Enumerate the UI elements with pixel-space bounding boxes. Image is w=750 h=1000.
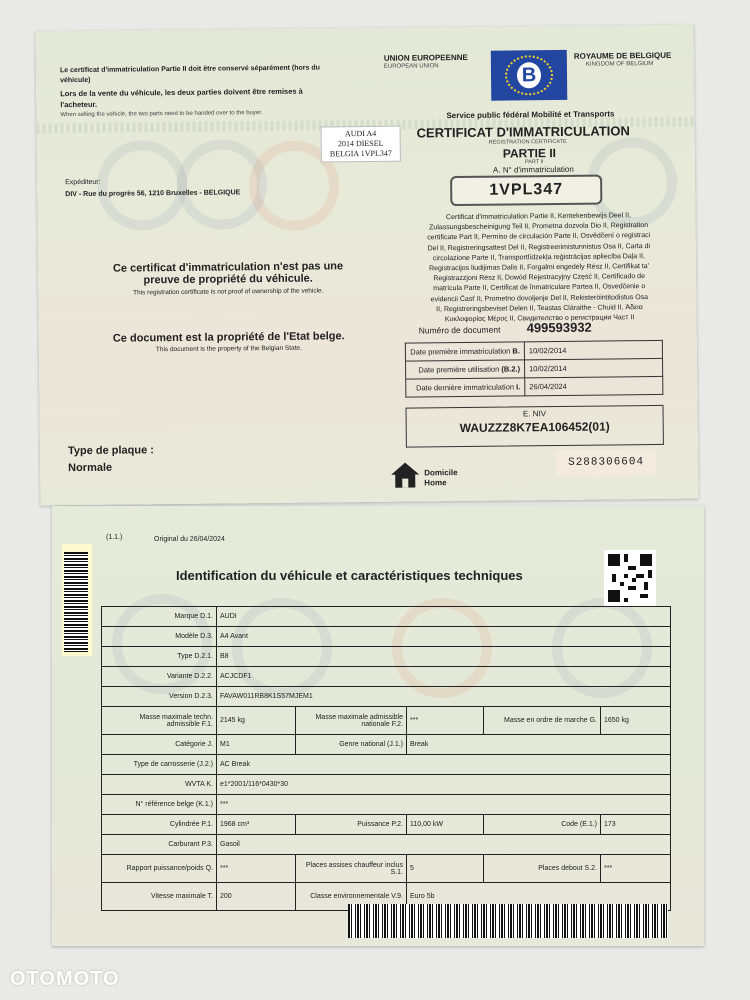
spec-value: AUDI [217, 607, 671, 627]
specs-title: Identification du véhicule et caractéristiques techniques [176, 568, 523, 583]
vehicle-specs-table [101, 606, 671, 911]
plate-type-value: Normale [68, 461, 113, 475]
spec-label: Classe environnementale V.9. [296, 883, 407, 911]
table-row [102, 775, 671, 795]
spec-label: Cylindrée P.1. [102, 815, 217, 835]
spec-value: *** [217, 855, 296, 883]
table-row [102, 627, 671, 647]
ownership-english: This registration certificate is not proof of ownership of the vehicle. [133, 287, 324, 297]
sender-label: Expéditeur: [65, 178, 101, 187]
spec-label: Catégorie J. [102, 735, 217, 755]
multilingual-line: Zulassungsbescheinigung Teil II, Prometna dozvola Dio II, Registration [429, 222, 649, 232]
spec-value: Euro 5b [407, 883, 671, 911]
sender-address: DIV - Rue du progrès 56, 1210 Bruxelles - BELGIQUE [65, 189, 241, 199]
table-row [102, 707, 671, 735]
spec-value: FAVAW011RB8K1S57MJEM1 [217, 687, 671, 707]
multilingual-line: certificate Part II, Permiso de circulación Parte II, Osvědčení o registraci [427, 232, 651, 242]
union-label: UNION EUROPEENNE [383, 52, 468, 63]
spec-label: Masse maximale admissible nationale F.2. [296, 707, 407, 735]
original-date: Original du 26/04/2024 [154, 536, 225, 543]
vehicle-specs-sheet [52, 506, 704, 946]
watermark-logo: OTOMOTO [10, 968, 120, 990]
spec-label: Variante D.2.2. [102, 667, 217, 687]
spec-value: 1650 kg [601, 707, 671, 735]
multilingual-line: Registracijos liudijimas Dalis II, Forgalmi engedély Rész II, Certifikat ta' [429, 263, 650, 273]
spec-value: Gasoil [217, 835, 671, 855]
spec-value: B8 [217, 647, 671, 667]
date-label: Date première utilisation (B.2.) [406, 360, 525, 379]
spec-label: Version D.2.3. [102, 687, 217, 707]
table-row [406, 376, 663, 397]
date-value: 10/02/2014 [525, 358, 663, 377]
union-label-en: EUROPEAN UNION [383, 63, 439, 70]
ministry-label: Service public fédéral Mobilité et Transports [446, 109, 615, 121]
document-number-label: Numéro de document [418, 324, 501, 336]
spec-value: ACJCDF1 [217, 667, 671, 687]
table-row [102, 755, 671, 775]
section-code: (1.1.) [106, 534, 123, 541]
barcode-horizontal [348, 904, 668, 938]
qr-code-icon [604, 550, 656, 606]
spec-value: 2145 kg [217, 707, 296, 735]
notice-line: l'acheteur. [60, 99, 98, 110]
multilingual-line: matrícula Parte II, Certificat de înmatriculare Partea II, Osvedčenie o [433, 283, 646, 293]
certificate-title: CERTIFICAT D'IMMATRICULATION [416, 123, 630, 141]
home-label: Home [424, 478, 447, 488]
part-title: PARTIE II [502, 146, 557, 161]
spec-value: e1*2001/116*0430*30 [217, 775, 671, 795]
plate-type-label: Type de plaque : [67, 444, 154, 458]
table-row [102, 607, 671, 627]
spec-value: 173 [601, 815, 671, 835]
spec-value: 200 [217, 883, 296, 911]
vin-label: E. NIV [522, 409, 547, 419]
document-number: 499593932 [526, 319, 592, 336]
multilingual-title-block [403, 211, 674, 326]
spec-label: Rapport puissance/poids Q. [102, 855, 217, 883]
domicile-label: Domicile [424, 468, 458, 478]
spec-value: 110,00 kW [407, 815, 484, 835]
date-value: 10/02/2014 [524, 340, 662, 359]
sticker-line: AUDI A4 [344, 128, 377, 139]
spec-label: Masse maximale techn. admissible F.1. [102, 707, 217, 735]
spec-label: Vitesse maximale T. [102, 883, 217, 911]
spec-value: AC Break [217, 755, 671, 775]
spec-label: Puissance P.2. [296, 815, 407, 835]
vin-box [405, 405, 663, 448]
table-row [102, 795, 671, 815]
spec-label: Places assises chauffeur inclus S.1. [296, 855, 407, 883]
plate-number-label: A. N° d'immatriculation [492, 164, 574, 175]
home-icon [390, 460, 420, 488]
spec-value: *** [217, 795, 671, 815]
serial-number: S288306604 [556, 449, 656, 476]
notice-line: véhicule) [60, 76, 91, 85]
spec-value: 1968 cm³ [217, 815, 296, 835]
spec-value: Break [407, 735, 671, 755]
property-line: Ce document est la propriété de l'Etat belge. [112, 330, 345, 345]
qr-code-pattern [604, 550, 656, 606]
plate-number: 1VPL347 [450, 175, 602, 207]
date-label: Date première immatriculation B. [405, 342, 524, 361]
multilingual-line: Del II, Registreringsattest Del II, Registreerimistunnistus Osa II, Carta di [427, 242, 651, 252]
table-row [102, 815, 671, 835]
barcode-vertical [64, 552, 88, 652]
ownership-line: Ce certificat d'immatriculation n'est pas une [112, 260, 344, 275]
spec-label: Modèle D.3. [102, 627, 217, 647]
multilingual-line: Certificat d'immatriculation Partie II, Kentekenbewijs Deel II, [445, 212, 632, 222]
spec-value: M1 [217, 735, 296, 755]
sticker-line: BELGIA 1VPL347 [329, 148, 392, 159]
notice-english: When selling the vehicle, the two parts need to be handed over to the buyer. [60, 110, 263, 119]
eu-flag-icon [491, 50, 568, 101]
spec-value: A4 Avant [217, 627, 671, 647]
spec-label: Carburant P.3. [102, 835, 217, 855]
multilingual-line: evidencii Časť II, Prometno dovoljenje Del II, Rekisteröintitodistus Osa [430, 293, 649, 303]
country-label-en: KINGDOM OF BELGIUM [585, 60, 654, 68]
country-label: ROYAUME DE BELGIQUE [573, 50, 672, 61]
spec-label: Genre national (J.1.) [296, 735, 407, 755]
spec-value: *** [601, 855, 671, 883]
table-row [102, 735, 671, 755]
certificate-part-2-top-sheet [36, 25, 699, 506]
vehicle-sticker [321, 126, 401, 163]
certificate-title-en: REGISTRATION CERTIFICATE [488, 138, 567, 146]
property-notice [79, 330, 379, 354]
multilingual-line: Κυκλοφορίας Μέρος II, Свидетелство о регистрации Част II [444, 314, 635, 324]
table-row [102, 835, 671, 855]
spec-label: WVTA K. [102, 775, 217, 795]
spec-label: Type de carrosserie (J.2.) [102, 755, 217, 775]
table-row [102, 667, 671, 687]
guilloche-circle [97, 140, 188, 231]
spec-value: *** [407, 707, 484, 735]
spec-label: N° référence belge (K.1.) [102, 795, 217, 815]
date-value: 26/04/2024 [525, 376, 663, 395]
multilingual-line: circolazione Parte II, Transportlīdzekļa reģistrācijas apliecība Daļa II, [432, 252, 645, 263]
registration-dates-table [405, 340, 664, 398]
vin-number: WAUZZZ8K7EA106452(01) [459, 419, 610, 436]
spec-label: Places debout S.2. [484, 855, 601, 883]
country-letter: B [517, 62, 541, 88]
ownership-notice [78, 260, 378, 297]
spec-label: Masse en ordre de marche G. [484, 707, 601, 735]
spec-label: Marque D.1. [102, 607, 217, 627]
table-row [102, 855, 671, 883]
sticker-line: 2014 DIESEL [337, 138, 384, 149]
spec-label: Code (E.1.) [484, 815, 601, 835]
notice-line: Le certificat d'immatriculation Partie II doit être conservé séparément (hors du [59, 64, 320, 75]
date-label: Date dernière immatriculation I. [406, 378, 525, 397]
multilingual-line: II, Registreringsbeviset Delen II, Teastas Cláraithe - Chuid II, Άδεια [436, 303, 643, 314]
property-english: This document is the property of the Belgian State. [155, 344, 302, 354]
multilingual-line: Registrazzjoni Rész II, Dowód Rejestracyjny Część II, Certificado de [433, 273, 645, 283]
part-title-en: PART II [524, 159, 544, 166]
spec-label: Type D.2.1. [102, 647, 217, 667]
notice-line: Lors de la vente du véhicule, les deux parties doivent être remises à [60, 86, 303, 99]
spec-value: 5 [407, 855, 484, 883]
table-row [102, 687, 671, 707]
ownership-line: preuve de propriété du véhicule. [143, 272, 313, 287]
table-row [102, 647, 671, 667]
